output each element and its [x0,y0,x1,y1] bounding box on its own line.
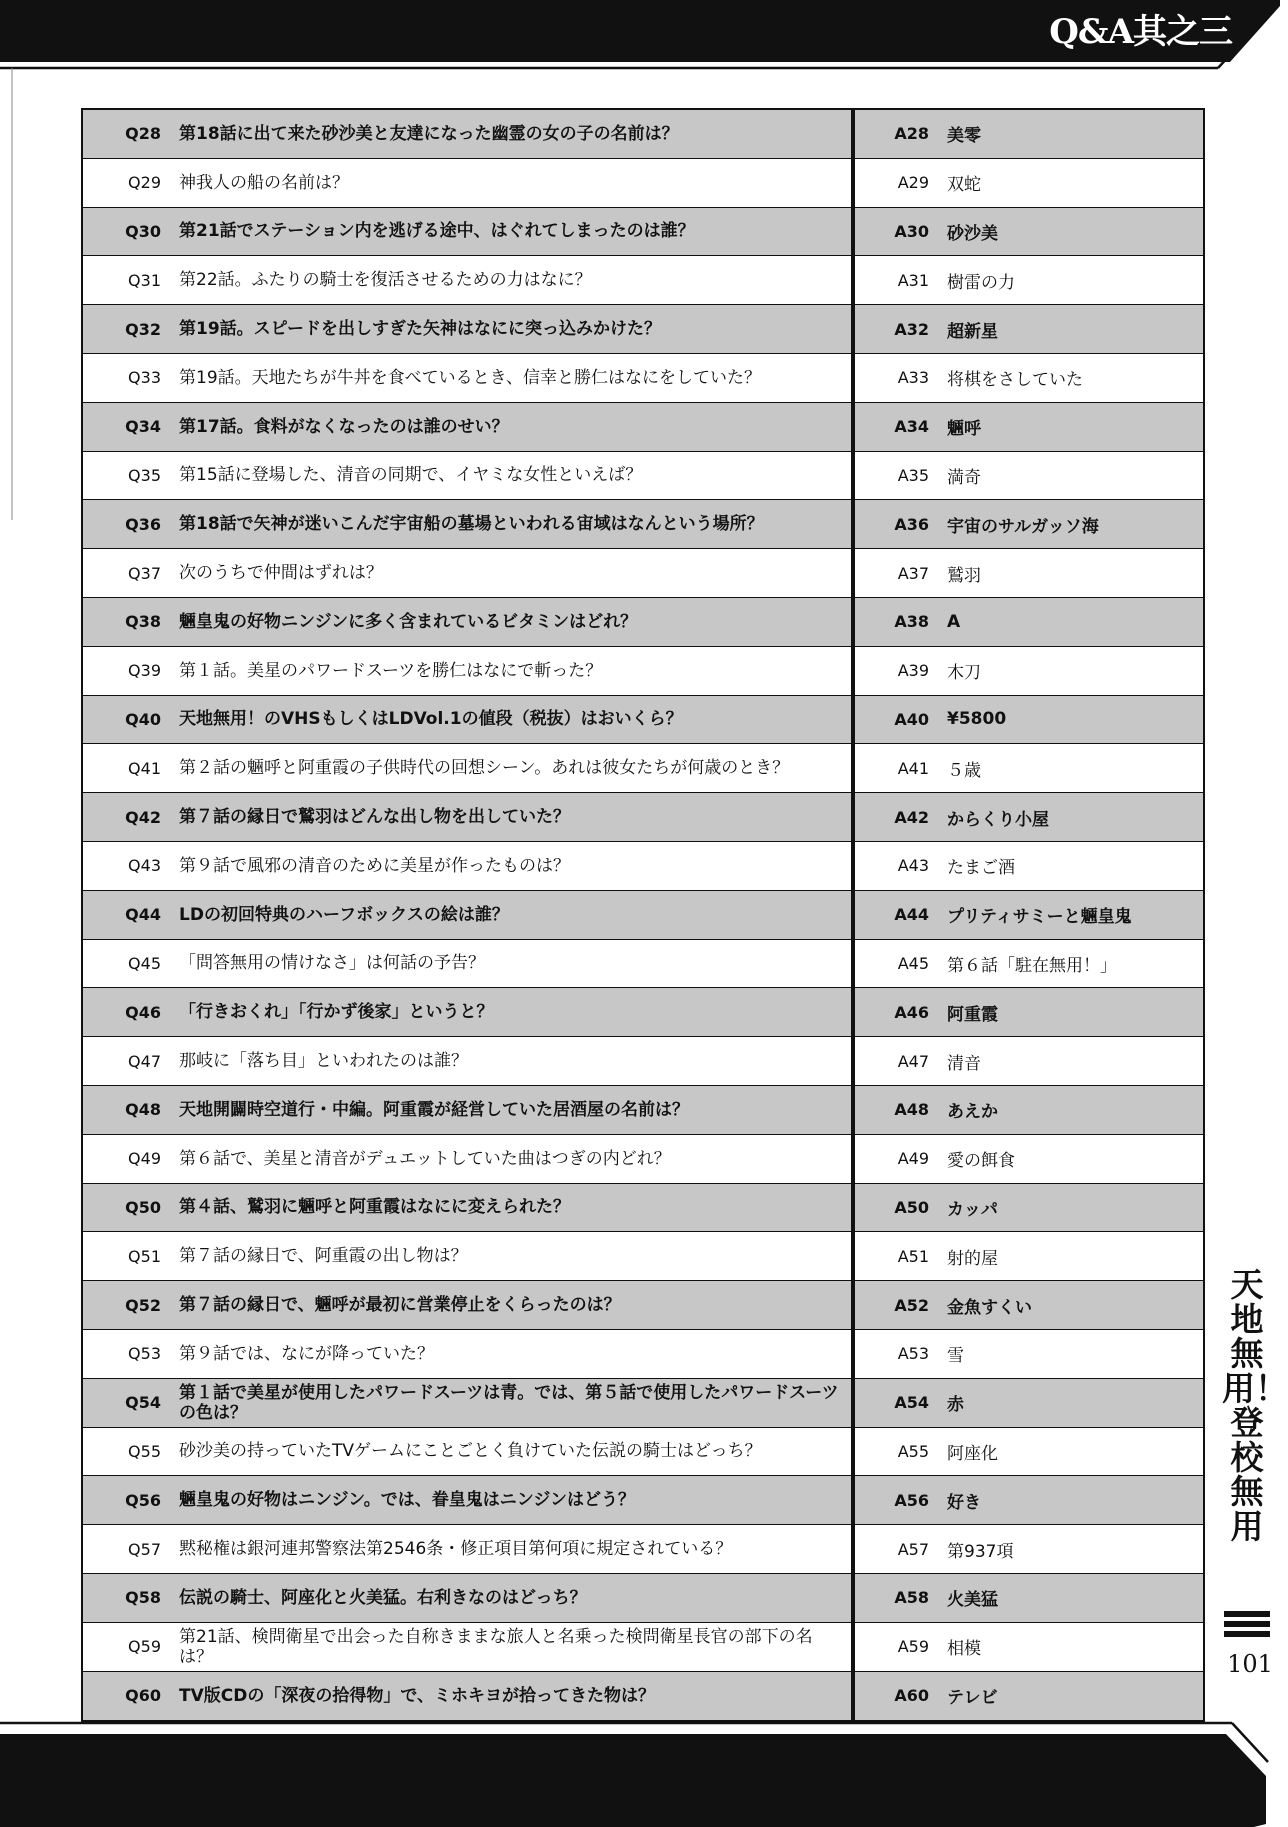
question-number: Q49 [128,1149,161,1169]
qa-row [83,793,1203,842]
answer-text: 雪 [947,1346,964,1367]
question-number: Q32 [125,319,161,339]
answer-text: 木刀 [947,663,981,684]
answer-cell [855,988,1203,1036]
question-text: 第22話。ふたりの騎士を復活させるための力はなに？ [179,270,592,291]
question-text: 第１話で美星が使用したパワードスーツは青。では、第５話で使用したパワードスーツの色は？ [179,1382,839,1423]
answer-text: ¥5800 [947,709,1007,730]
qa-row [83,1330,1203,1379]
qa-row [83,354,1203,403]
question-cell [83,696,855,744]
question-text: 砂沙美の持っていたTVゲームにことごとく負けていた伝説の騎士はどっち？ [179,1441,762,1462]
answer-number: A48 [894,1100,929,1120]
question-cell [83,208,855,256]
qa-row [83,744,1203,793]
question-cell [83,549,855,597]
question-number: Q43 [128,856,161,876]
answer-text: 将棋をさしていた [947,370,1083,391]
question-text: 天地無用！のVHSもしくはLDVol.1の値段（税抜）はおいくら？ [179,709,683,730]
question-text: 第19話。天地たちが牛丼を食べているとき、信幸と勝仁はなにをしていた？ [179,367,761,388]
answer-number: A30 [894,221,929,241]
qa-row [83,1379,1203,1428]
answer-text: 愛の餌食 [947,1151,1015,1172]
answer-cell [855,1232,1203,1280]
answer-number: A59 [897,1637,929,1657]
question-number: Q60 [125,1686,161,1706]
question-number: Q38 [125,612,161,632]
question-number: Q57 [128,1539,161,1559]
question-number: Q52 [125,1295,161,1315]
qa-row [83,988,1203,1037]
answer-text: 清音 [947,1053,981,1074]
question-text: LDの初回特典のハーフボックスの絵は誰？ [179,904,509,925]
side-decoration-bars [1224,1611,1270,1641]
question-cell [83,256,855,304]
question-cell [83,1037,855,1085]
question-text: 第４話、鷲羽に魎呼と阿重霞はなにに変えられた？ [179,1197,570,1218]
answer-number: A36 [894,514,929,534]
answer-number: A57 [897,1539,929,1559]
question-number: Q50 [125,1197,161,1217]
question-number: Q33 [128,368,161,388]
answer-number: A40 [894,709,929,729]
answer-number: A45 [897,953,929,973]
answer-text: 射的屋 [947,1248,998,1269]
answer-cell [855,305,1203,353]
question-text: 第18話に出て来た砂沙美と友達になった幽霊の女の子の名前は？ [179,123,679,144]
question-number: Q29 [128,173,161,193]
question-text: 第９話で風邪の清音のために美星が作ったものは？ [179,855,570,876]
qa-row [83,110,1203,159]
question-cell [83,940,855,988]
answer-cell [855,940,1203,988]
answer-number: A29 [897,173,929,193]
answer-number: A33 [897,368,929,388]
question-cell [83,1281,855,1329]
question-cell [83,452,855,500]
answer-text: 阿重霞 [947,1004,998,1025]
answer-cell [855,793,1203,841]
question-number: Q53 [128,1344,161,1364]
answer-number: A49 [897,1149,929,1169]
answer-cell [855,891,1203,939]
answer-number: A52 [894,1295,929,1315]
question-number: Q36 [125,514,161,534]
qa-row [83,403,1203,452]
answer-cell [855,1476,1203,1524]
qa-row [83,696,1203,745]
answer-number: A34 [894,417,929,437]
qa-row [83,647,1203,696]
answer-number: A41 [897,758,929,778]
answer-text: 超新星 [947,321,998,342]
question-text: 伝説の騎士、阿座化と火美猛。右利きなのはどっち？ [179,1587,587,1608]
question-text: 第21話、検問衛星で出会った自称きままな旅人と名乗った検問衛星長官の部下の名は？ [179,1626,813,1667]
question-cell [83,403,855,451]
qa-row [83,1232,1203,1281]
qa-row [83,1428,1203,1477]
qa-row [83,208,1203,257]
qa-row [83,452,1203,501]
question-cell [83,891,855,939]
qa-row [83,1086,1203,1135]
answer-text: 金魚すくい [947,1297,1032,1318]
question-number: Q55 [128,1441,161,1461]
question-text: TV版CDの「深夜の拾得物」で、ミホキヨが拾ってきた物は？ [179,1685,655,1706]
answer-cell [855,1330,1203,1378]
answer-number: A37 [897,563,929,583]
qa-row [83,1281,1203,1330]
question-number: Q59 [128,1637,161,1657]
qa-row [83,1476,1203,1525]
question-text: 第６話で、美星と清音がデュエットしていた曲はつぎの内どれ？ [179,1148,671,1169]
answer-cell [855,1086,1203,1134]
book-title-vertical: 天地無用！登校無用 [1222,1265,1288,1546]
question-cell [83,1428,855,1476]
question-text: 第７話の縁日で鷲羽はどんな出し物を出していた？ [179,807,570,828]
answer-cell [855,598,1203,646]
answer-cell [855,744,1203,792]
answer-text: 阿座化 [947,1443,998,1464]
question-text: 第７話の縁日で、魎呼が最初に営業停止をくらったのは？ [179,1295,621,1316]
question-cell [83,110,855,158]
question-text: 「行きおくれ」「行かず後家」というと？ [179,1002,494,1023]
answer-number: A38 [894,612,929,632]
answer-text: 樹雷の力 [947,272,1015,293]
answer-text: 赤 [947,1395,964,1416]
qa-row [83,598,1203,647]
answer-cell [855,549,1203,597]
question-cell [83,598,855,646]
answer-cell [855,256,1203,304]
question-cell [83,1232,855,1280]
question-text: 第15話に登場した、清音の同期で、イヤミな女性といえば？ [179,465,643,486]
page-number: 101 [1227,1650,1273,1678]
answer-number: A39 [897,661,929,681]
question-number: Q39 [128,661,161,681]
qa-table [81,108,1205,1722]
question-cell [83,1184,855,1232]
question-number: Q40 [125,709,161,729]
question-number: Q31 [128,270,161,290]
question-number: Q28 [125,124,161,144]
answer-number: A58 [894,1588,929,1608]
question-number: Q44 [125,905,161,925]
question-text: 第１話。美星のパワードスーツを勝仁はなにで斬った？ [179,660,603,681]
answer-text: ５歳 [947,760,981,781]
answer-text: 宇宙のサルガッソ海 [947,516,1099,537]
question-cell [83,1135,855,1183]
question-number: Q54 [125,1393,161,1413]
answer-number: A55 [897,1441,929,1461]
answer-cell [855,1184,1203,1232]
question-text: 天地開闢時空道行・中編。阿重霞が経営していた居酒屋の名前は？ [179,1099,689,1120]
question-number: Q34 [125,417,161,437]
question-text: 魎皇鬼の好物はニンジン。では、眷皇鬼はニンジンはどう？ [179,1490,635,1511]
answer-cell [855,208,1203,256]
question-cell [83,793,855,841]
answer-number: A32 [894,319,929,339]
question-cell [83,1086,855,1134]
qa-row [83,500,1203,549]
question-number: Q48 [125,1100,161,1120]
question-number: Q56 [125,1490,161,1510]
qa-row [83,1135,1203,1184]
answer-text: テレビ [947,1688,998,1709]
answer-text: プリティサミーと魎皇鬼 [947,907,1132,928]
answer-cell [855,647,1203,695]
answer-cell [855,110,1203,158]
question-cell [83,500,855,548]
question-number: Q37 [128,563,161,583]
answer-number: A53 [897,1344,929,1364]
question-number: Q58 [125,1588,161,1608]
question-number: Q42 [125,807,161,827]
question-cell [83,1574,855,1622]
answer-text: たまご酒 [947,858,1015,879]
question-text: 第17話。食料がなくなったのは誰のせい？ [179,416,509,437]
answer-number: A56 [894,1490,929,1510]
answer-text: 第６話「駐在無用！」 [947,955,1117,976]
footer-band [0,1712,1280,1827]
question-cell [83,647,855,695]
question-text: 第19話。スピードを出しすぎた矢神はなにに突っ込みかけた？ [179,319,661,340]
qa-row [83,159,1203,208]
qa-row [83,305,1203,354]
answer-number: A43 [897,856,929,876]
answer-text: 満奇 [947,467,981,488]
qa-row [83,1184,1203,1233]
answer-cell [855,500,1203,548]
answer-text: 双蛇 [947,175,981,196]
answer-cell [855,1623,1203,1671]
question-text: 第２話の魎呼と阿重霞の子供時代の回想シーン。あれは彼女たちが何歳のとき？ [179,758,790,779]
question-text: 第18話で矢神が迷いこんだ宇宙船の墓場といわれる宙域はなんという場所？ [179,514,764,535]
answer-cell [855,1574,1203,1622]
qa-row [83,842,1203,891]
question-text: 那岐に「落ち目」といわれたのは誰？ [179,1051,468,1072]
question-cell [83,744,855,792]
qa-row [83,1574,1203,1623]
question-number: Q47 [128,1051,161,1071]
answer-number: A28 [894,124,929,144]
answer-number: A47 [897,1051,929,1071]
question-cell [83,1476,855,1524]
question-cell [83,988,855,1036]
answer-number: A46 [894,1002,929,1022]
answer-number: A50 [894,1197,929,1217]
answer-cell [855,1525,1203,1573]
answer-text: からくり小屋 [947,809,1049,830]
answer-cell [855,354,1203,402]
question-text: 次のうちで仲間はずれは？ [179,563,383,584]
qa-row [83,891,1203,940]
question-cell [83,354,855,402]
section-title: Q&A其之三 [1049,12,1232,52]
answer-cell [855,1037,1203,1085]
qa-row [83,256,1203,305]
answer-text: 魎呼 [947,419,981,440]
answer-text: カッパ [947,1199,998,1220]
qa-row [83,1037,1203,1086]
answer-cell [855,696,1203,744]
qa-row [83,940,1203,989]
answer-cell [855,842,1203,890]
question-text: 魎皇鬼の好物ニンジンに多く含まれているビタミンはどれ？ [179,611,638,632]
question-number: Q41 [128,758,161,778]
answer-number: A54 [894,1393,929,1413]
question-number: Q51 [128,1246,161,1266]
answer-text: 第937項 [947,1541,1014,1562]
answer-number: A42 [894,807,929,827]
answer-text: 相模 [947,1639,981,1660]
question-text: 「問答無用の情けなさ」は何話の予告？ [179,953,485,974]
question-text: 黙秘権は銀河連邦警察法第2546条・修正項目第何項に規定されている？ [179,1539,733,1559]
question-cell [83,842,855,890]
answer-text: 砂沙美 [947,223,998,244]
answer-number: A31 [897,270,929,290]
question-cell [83,305,855,353]
question-number: Q30 [125,221,161,241]
question-number: Q35 [128,465,161,485]
question-number: Q45 [128,953,161,973]
answer-number: A44 [894,905,929,925]
answer-cell [855,1379,1203,1427]
answer-text: 好き [947,1492,981,1513]
footer-band-graphic [0,1712,1280,1827]
answer-cell [855,1281,1203,1329]
answer-cell [855,403,1203,451]
answer-cell [855,159,1203,207]
answer-text: 火美猛 [947,1590,998,1611]
answer-cell [855,1428,1203,1476]
qa-row [83,1623,1203,1672]
answer-number: A60 [894,1686,929,1706]
answer-cell [855,452,1203,500]
question-cell [83,1525,855,1573]
answer-number: A35 [897,465,929,485]
answer-text: 美零 [947,126,981,147]
qa-row [83,1525,1203,1574]
question-cell [83,1379,855,1427]
question-text: 第21話でステーション内を逃げる途中、はぐれてしまったのは誰？ [179,221,695,242]
answer-text: A [947,611,961,632]
question-number: Q46 [125,1002,161,1022]
answer-number: A51 [897,1246,929,1266]
question-text: 第７話の縁日で、阿重霞の出し物は？ [179,1246,468,1267]
answer-text: あえか [947,1102,998,1123]
header-band [0,0,1280,80]
question-cell [83,159,855,207]
question-text: 神我人の船の名前は？ [179,172,349,193]
answer-text: 鷲羽 [947,565,981,586]
qa-row [83,549,1203,598]
question-cell [83,1623,855,1671]
question-cell [83,1330,855,1378]
answer-cell [855,1135,1203,1183]
question-text: 第９話では、なにが降っていた？ [179,1343,434,1364]
